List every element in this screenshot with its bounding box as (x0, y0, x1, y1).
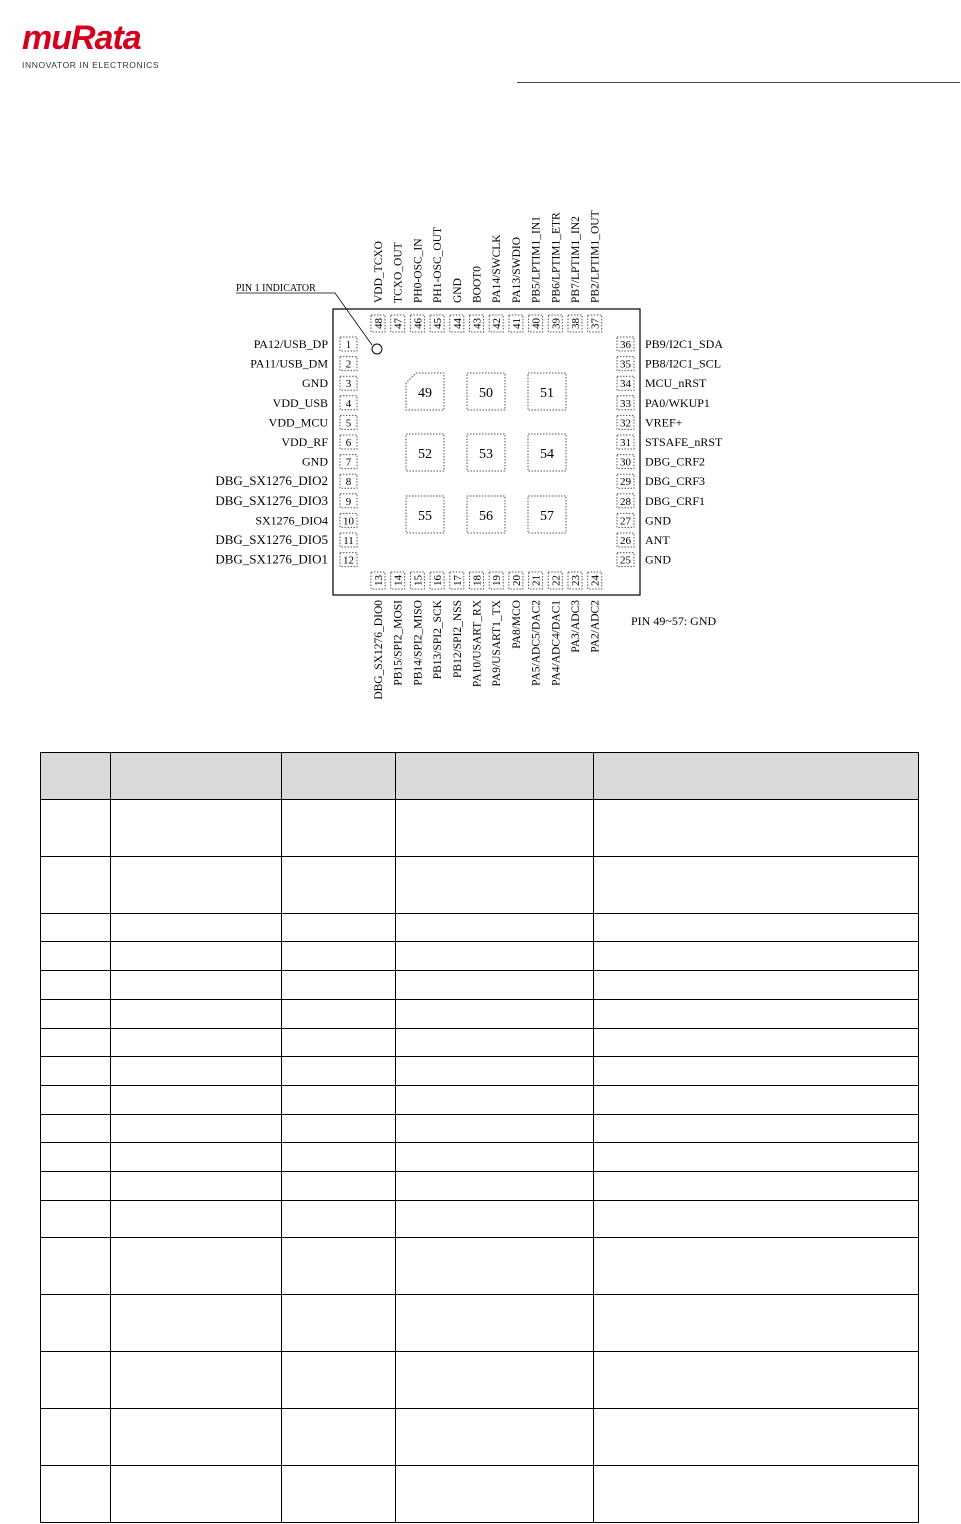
pin-name-top: PH1-OSC_OUT (432, 226, 445, 303)
table-cell (111, 1000, 282, 1029)
pin-number-bottom: 22 (550, 575, 563, 586)
table-row (41, 942, 919, 971)
pin-name-left: VDD_MCU (268, 415, 328, 430)
center-pad-number: 50 (479, 386, 493, 401)
table-row (41, 1000, 919, 1029)
pin-name-bottom: PB12/SPI2_NSS (451, 600, 464, 678)
pin-name-right: PB9/I2C1_SDA (645, 337, 724, 351)
table-cell (396, 1172, 594, 1201)
table-cell (111, 1086, 282, 1115)
pin-name-bottom: DBG_SX1276_DIO0 (373, 600, 385, 700)
table-cell (282, 1143, 396, 1172)
pin-number-bottom: 19 (491, 575, 504, 586)
table-cell (41, 1143, 111, 1172)
pin-number-right: 36 (620, 339, 631, 351)
pin-name-left: DBG_SX1276_DIO3 (215, 492, 328, 508)
table-cell (282, 1238, 396, 1295)
table-cell (41, 971, 111, 1000)
pin-name-bottom: PA9/USART1_TX (491, 600, 504, 687)
pin-number-left: 7 (345, 456, 352, 469)
table-cell (396, 1409, 594, 1466)
pinout-diagram (0, 0, 961, 750)
table-header-row (41, 753, 919, 800)
table-cell (111, 971, 282, 1000)
table-cell (111, 942, 282, 971)
pin1-indicator-label: PIN 1 INDICATOR (236, 283, 316, 294)
table-cell (41, 1409, 111, 1466)
table-cell (282, 1057, 396, 1086)
pin-name-right: PA0/WKUP1 (645, 395, 710, 410)
pin-number-top: 41 (510, 318, 523, 329)
pin-number-left: 10 (343, 515, 354, 528)
pin-name-bottom: PB13/SPI2_SCK (432, 600, 445, 680)
table-cell (282, 1115, 396, 1143)
pin-name-left: VDD_RF (281, 435, 328, 449)
pin-number-top: 39 (550, 318, 563, 329)
table-row (41, 857, 919, 914)
table-cell (41, 1172, 111, 1201)
pin-number-top: 48 (373, 318, 385, 329)
table-cell (282, 1295, 396, 1352)
table-cell (594, 1000, 919, 1029)
pin-name-left: DBG_SX1276_DIO1 (215, 551, 328, 567)
pin-number-bottom: 16 (432, 575, 445, 586)
pin-number-right: 32 (620, 417, 631, 430)
table-cell (41, 1238, 111, 1295)
table-row (41, 1352, 919, 1409)
pin-number-top: 46 (412, 318, 425, 329)
pin-number-right: 35 (620, 358, 631, 371)
pin-number-right: 26 (620, 535, 631, 547)
pin-name-top: PB5/LPTIM1_IN1 (530, 216, 543, 303)
pin-number-right: 33 (620, 397, 631, 410)
table-row (41, 971, 919, 1000)
pin-number-bottom: 24 (589, 575, 602, 586)
pin-number-top: 47 (392, 318, 405, 329)
center-pad-number: 55 (418, 509, 432, 524)
table-cell (594, 1029, 919, 1057)
table-cell (282, 1000, 396, 1029)
table-cell (41, 857, 111, 914)
pin-number-top: 44 (451, 318, 464, 329)
pin-number-left: 5 (345, 417, 352, 430)
table-row (41, 1029, 919, 1057)
table-header-cell (282, 753, 396, 800)
table-row (41, 914, 919, 942)
center-pad-number: 57 (540, 509, 554, 524)
table-cell (111, 1295, 282, 1352)
table-cell (282, 857, 396, 914)
logo-wordmark: muRata (22, 19, 141, 57)
pin-number-left: 1 (345, 339, 352, 351)
pin-name-right: DBG_CRF2 (645, 454, 706, 469)
table-row (41, 1201, 919, 1238)
pin-name-left: VDD_USB (272, 395, 328, 410)
table-cell (282, 1172, 396, 1201)
table-cell (594, 1238, 919, 1295)
table-cell (396, 1352, 594, 1409)
gnd-pads-note: PIN 49~57: GND (631, 614, 717, 628)
pin-number-top: 37 (589, 318, 602, 329)
table-cell (111, 1238, 282, 1295)
pin-name-top: PA13/SWDIO (510, 236, 523, 303)
pin-number-right: 30 (620, 456, 631, 469)
pin-name-right: PB8/I2C1_SCL (645, 356, 722, 371)
pin-number-bottom: 14 (392, 575, 405, 586)
table-cell (396, 1115, 594, 1143)
pin-name-left: GND (302, 454, 328, 469)
table-cell (41, 1029, 111, 1057)
table-cell (594, 914, 919, 942)
table-row (41, 1172, 919, 1201)
table-cell (594, 1466, 919, 1523)
pin-name-right: DBG_CRF1 (645, 493, 706, 508)
table-cell (594, 1409, 919, 1466)
table-cell (111, 1466, 282, 1523)
table-header-cell (111, 753, 282, 800)
table-cell (111, 914, 282, 942)
pin-number-left: 2 (345, 358, 352, 371)
table-cell (396, 1029, 594, 1057)
pin-name-left: PA11/USB_DM (250, 356, 328, 371)
table-cell (282, 1029, 396, 1057)
table-cell (594, 1057, 919, 1086)
table-cell (111, 1057, 282, 1086)
table-cell (594, 1352, 919, 1409)
table-cell (396, 857, 594, 914)
pin-number-top: 43 (471, 318, 484, 329)
pin-name-left: SX1276_DIO4 (255, 513, 328, 528)
center-pad-number: 53 (479, 447, 493, 462)
table-cell (396, 1057, 594, 1086)
pin-name-right: GND (645, 513, 671, 528)
table-cell (282, 1201, 396, 1238)
table-row (41, 1409, 919, 1466)
pin-name-top: PB6/LPTIM1_ETR (550, 212, 563, 303)
table-cell (282, 800, 396, 857)
table-cell (396, 1466, 594, 1523)
table-cell (111, 1029, 282, 1057)
pin-number-top: 40 (530, 318, 543, 329)
table-cell (111, 1352, 282, 1409)
table-cell (282, 914, 396, 942)
table-cell (396, 1143, 594, 1172)
pin-name-left: DBG_SX1276_DIO2 (215, 473, 328, 489)
pin-number-top: 38 (570, 318, 582, 329)
table-cell (111, 800, 282, 857)
table-cell (594, 1115, 919, 1143)
table-cell (41, 800, 111, 857)
pin-name-right: MCU_nRST (645, 376, 707, 391)
table-cell (594, 1143, 919, 1172)
table-cell (282, 1086, 396, 1115)
table-cell (282, 1409, 396, 1466)
pin-number-left: 12 (343, 554, 354, 567)
pin-name-top: TCXO_OUT (392, 242, 405, 303)
table-cell (41, 1086, 111, 1115)
pin-name-bottom: PA5/ADC5/DAC2 (530, 600, 543, 686)
table-row (41, 1238, 919, 1295)
pin-name-left: PA12/USB_DP (253, 337, 328, 351)
pin-number-right: 28 (620, 495, 631, 508)
pin-name-bottom: PA3/ADC3 (570, 600, 582, 653)
table-cell (41, 914, 111, 942)
table-cell (41, 1115, 111, 1143)
table-cell (282, 1466, 396, 1523)
pin-number-left: 9 (345, 495, 352, 508)
pin-name-bottom: PB15/SPI2_MOSI (392, 600, 405, 686)
pin-number-left: 4 (345, 397, 352, 410)
table-cell (111, 1172, 282, 1201)
table-cell (282, 971, 396, 1000)
table-cell (396, 914, 594, 942)
pin-number-bottom: 15 (412, 575, 425, 586)
pin-number-bottom: 20 (510, 575, 523, 586)
pin-number-top: 42 (491, 318, 504, 329)
table-cell (41, 1466, 111, 1523)
pin-name-left: DBG_SX1276_DIO5 (215, 532, 328, 547)
table-header-cell (41, 753, 111, 800)
pin-number-bottom: 13 (373, 575, 385, 586)
pin-number-top: 45 (432, 318, 445, 329)
pin-number-right: 34 (620, 378, 631, 391)
pin-name-top: PA14/SWCLK (491, 234, 504, 303)
table-cell (111, 1115, 282, 1143)
table-row (41, 1466, 919, 1523)
table-cell (41, 942, 111, 971)
table-cell (396, 800, 594, 857)
table-cell (594, 971, 919, 1000)
pin-name-top: PB2/LPTIM1_OUT (589, 210, 602, 303)
table-cell (111, 1201, 282, 1238)
table-cell (396, 1201, 594, 1238)
pin-name-bottom: PA2/ADC2 (589, 600, 602, 653)
table-cell (594, 800, 919, 857)
pin-name-left: GND (302, 376, 328, 391)
pin-name-top: GND (451, 278, 464, 303)
pin-name-right: ANT (645, 533, 670, 547)
center-pad-number: 51 (540, 386, 554, 401)
table-row (41, 1115, 919, 1143)
pin-number-bottom: 18 (471, 575, 484, 586)
pin-number-right: 31 (620, 437, 631, 449)
pin-name-top: PH0-OSC_IN (412, 238, 425, 303)
pin-number-bottom: 21 (530, 575, 543, 586)
table-header-cell (396, 753, 594, 800)
center-pad-number: 52 (418, 447, 432, 462)
pin-name-bottom: PA10/USART_RX (471, 600, 484, 688)
table-cell (594, 942, 919, 971)
pin-name-top: VDD_TCXO (373, 241, 385, 303)
pin-number-right: 25 (620, 554, 631, 567)
table-cell (594, 1172, 919, 1201)
table-cell (594, 1086, 919, 1115)
table-cell (396, 971, 594, 1000)
center-pad-number: 54 (540, 447, 554, 462)
pin-number-left: 8 (345, 476, 352, 489)
table-row (41, 1057, 919, 1086)
table-cell (396, 1086, 594, 1115)
pin-number-left: 11 (343, 535, 354, 547)
table-cell (396, 1238, 594, 1295)
table-header-cell (594, 753, 919, 800)
table-cell (594, 1201, 919, 1238)
table-cell (41, 1295, 111, 1352)
table-cell (396, 1295, 594, 1352)
pin-name-bottom: PA4/ADC4/DAC1 (550, 600, 563, 686)
table-row (41, 1086, 919, 1115)
pin-name-right: VREF+ (645, 415, 683, 430)
table-cell (396, 1000, 594, 1029)
table-row (41, 800, 919, 857)
pin-number-left: 3 (345, 378, 352, 391)
table-cell (111, 1409, 282, 1466)
logo-tagline: INNOVATOR IN ELECTRONICS (22, 60, 160, 70)
pin-number-right: 29 (620, 476, 631, 489)
table-cell (594, 1295, 919, 1352)
table-cell (41, 1000, 111, 1029)
table-cell (111, 857, 282, 914)
center-pad-number: 49 (418, 386, 432, 401)
table-cell (282, 1352, 396, 1409)
pin-number-bottom: 17 (451, 575, 464, 586)
pin-name-right: DBG_CRF3 (645, 474, 706, 489)
pin-name-bottom: PB14/SPI2_MISO (412, 600, 425, 686)
pin-number-left: 6 (345, 437, 352, 449)
table-cell (282, 942, 396, 971)
pin1-indicator-dot (372, 344, 382, 354)
pin-number-bottom: 23 (570, 575, 582, 586)
pin-name-right: GND (645, 552, 671, 567)
table-row (41, 1143, 919, 1172)
pin-description-table (40, 752, 919, 1523)
table-cell (396, 942, 594, 971)
pin-name-right: STSAFE_nRST (645, 435, 723, 449)
center-pad-number: 56 (479, 509, 493, 524)
pin-name-top: PB7/LPTIM1_IN2 (570, 216, 582, 303)
table-cell (41, 1057, 111, 1086)
table-cell (594, 857, 919, 914)
table-cell (111, 1143, 282, 1172)
table-cell (41, 1352, 111, 1409)
table-row (41, 1295, 919, 1352)
table-cell (41, 1201, 111, 1238)
pin-number-right: 27 (620, 515, 631, 528)
pin-name-top: BOOT0 (471, 265, 484, 303)
pin-name-bottom: PA8/MCO (510, 600, 523, 649)
